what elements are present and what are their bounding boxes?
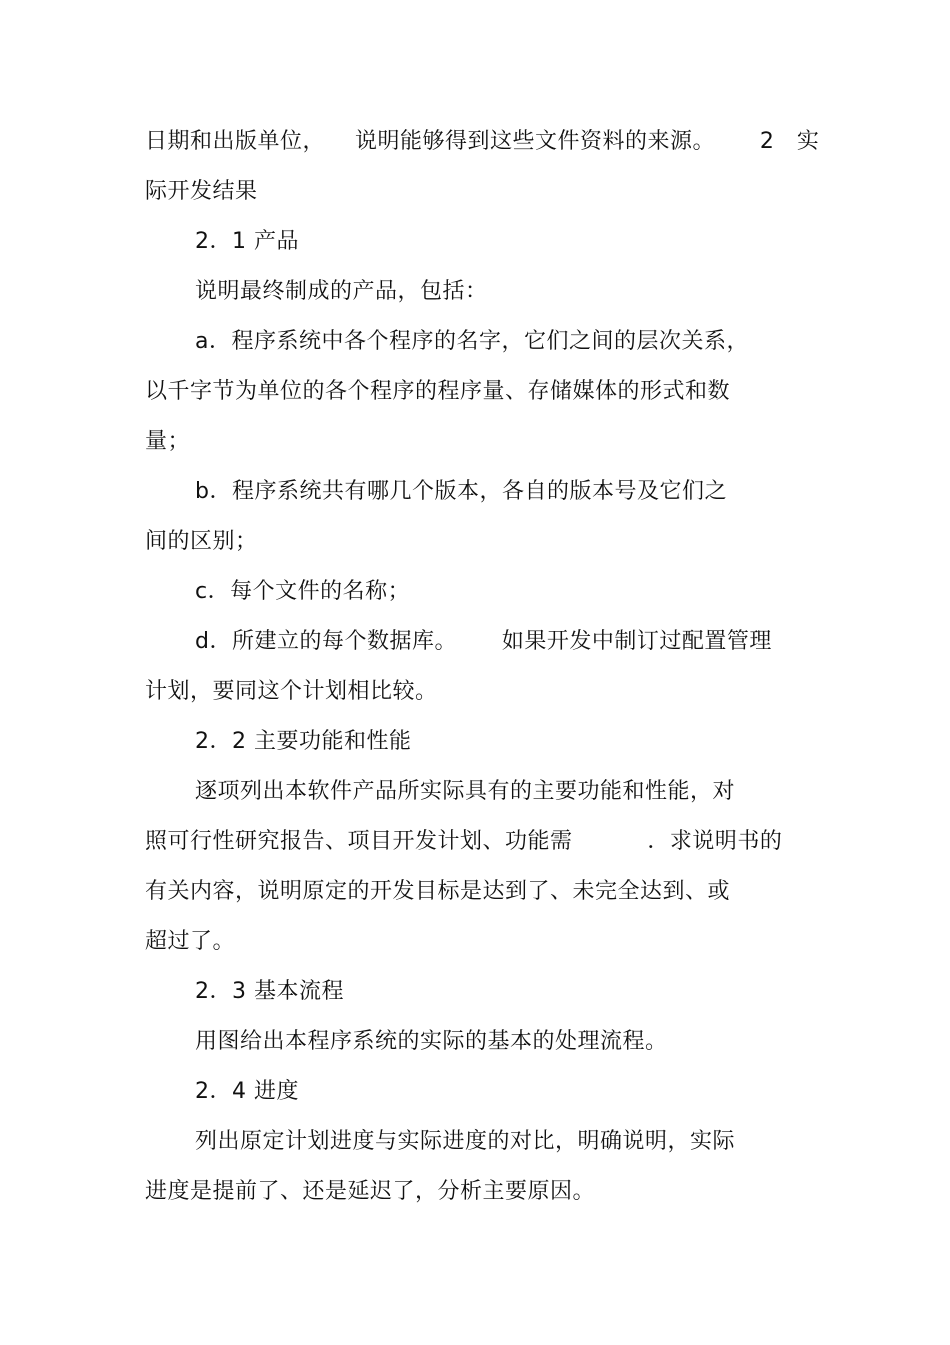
text-line: 计划，要同这个计划相比较。 <box>145 679 438 704</box>
section-heading: 2．1 产品 <box>195 229 299 254</box>
text-line: 超过了。 <box>145 929 236 954</box>
text-line: 逐项列出本软件产品所实际具有的主要功能和性能，对 <box>195 779 736 804</box>
text-line: 间的区别； <box>145 529 258 554</box>
text-line: 用图给出本程序系统的实际的基本的处理流程。 <box>195 1029 668 1054</box>
list-item: d．所建立的每个数据库。 如果开发中制订过配置管理 <box>195 629 772 654</box>
list-item: a．程序系统中各个程序的名字，它们之间的层次关系， <box>195 329 749 354</box>
text-line: 际开发结果 <box>145 179 258 204</box>
text-line: 进度是提前了、还是延迟了，分析主要原因。 <box>145 1179 596 1204</box>
section-heading: 2．3 基本流程 <box>195 979 344 1004</box>
list-item: c．每个文件的名称； <box>195 579 411 604</box>
text-line: 说明最终制成的产品，包括： <box>195 279 488 304</box>
text-line: 量； <box>145 429 191 454</box>
text-line: 列出原定计划进度与实际进度的对比，明确说明，实际 <box>195 1129 736 1154</box>
section-heading: 2．4 进度 <box>195 1079 299 1104</box>
text-line: 有关内容，说明原定的开发目标是达到了、未完全达到、或 <box>145 879 731 904</box>
text-line: 以千字节为单位的各个程序的程序量、存储媒体的形式和数 <box>145 379 731 404</box>
list-item: b．程序系统共有哪几个版本，各自的版本号及它们之 <box>195 479 727 504</box>
text-line: 日期和出版单位， 说明能够得到这些文件资料的来源。 2 实 <box>145 129 820 154</box>
section-heading: 2．2 主要功能和性能 <box>195 729 412 754</box>
text-line: 照可行性研究报告、项目开发计划、功能需 ．求说明书的 <box>145 829 783 854</box>
